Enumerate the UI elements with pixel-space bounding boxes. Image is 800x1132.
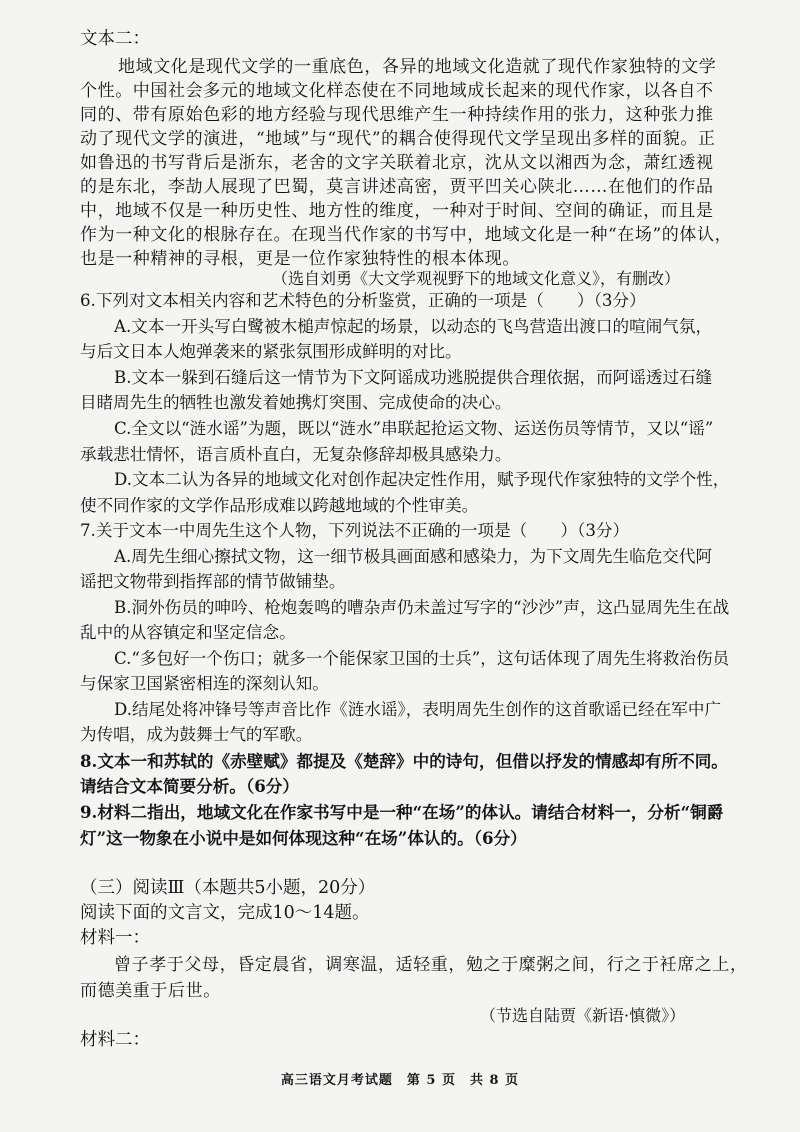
option-a: A.文本一开头写白鹭被木槌声惊起的场景，以动态的飞鸟营造出渡口的喧闹气氛， bbox=[114, 317, 713, 336]
text2-line: 作为一种文化的根脉存在。在现当代作家的书写中，地域文化是一种“在场”的体认， bbox=[80, 225, 733, 245]
option-a-cont: 与后文日本人炮弹袭来的紧张氛围形成鲜明的对比。 bbox=[80, 342, 462, 361]
text2-line: 动了现代文学的演进，“地域”与“现代”的耦合使得现代文学呈现出多样的面貌。正 bbox=[80, 129, 716, 149]
text2-heading: 文本二： bbox=[80, 29, 150, 49]
option-b-cont: 乱中的从容镇定和坚定信念。 bbox=[80, 623, 296, 642]
material-2-label: 材料二： bbox=[80, 1030, 150, 1050]
question-stem: 7.关于文本一中周先生这个人物，下列说法不正确的一项是（ ）（3分） bbox=[80, 521, 630, 540]
option-c: C.“多包好一个伤口；就多一个能保家卫国的士兵”，这句话体现了周先生将救治伤员 bbox=[114, 649, 730, 668]
option-b: B.文本一躲到石缝后这一情节为下文阿谣成功逃脱提供合理依据，而阿谣透过石缝 bbox=[114, 368, 713, 387]
option-d-cont: 使不同作家的文学作品形成难以跨越地域的个性审美。 bbox=[80, 496, 479, 515]
material-1-label: 材料一： bbox=[80, 928, 150, 948]
option-c-cont: 与保家卫国紧密相连的深刻认知。 bbox=[80, 674, 329, 693]
text2-attribution: （选自刘勇《大文学观视野下的地域文化意义》，有删改） bbox=[272, 269, 681, 288]
option-d: D.文本二认为各异的地域文化对创作起决定性作用，赋予现代作家独特的文学个性， bbox=[114, 470, 730, 489]
text2-line: 同的、带有原始色彩的地方经验与现代思维产生一种持续作用的张力，这种张力推 bbox=[80, 105, 714, 125]
text2-line: 如鲁迅的书写背后是浙东，老舍的文字关联着北京，沈从文以湘西为念，萧红透视 bbox=[80, 153, 714, 173]
text2-line: 的是东北，李劼人展现了巴蜀，莫言讲述高密，贾平凹关心陕北……在他们的作品 bbox=[80, 177, 714, 197]
text2-line: 个性。中国社会多元的地域文化样态使在不同地域成长起来的现代作家，以各自不 bbox=[80, 81, 714, 101]
page-footer: 高三语文月考试题 第 5 页 共 8 页 bbox=[280, 1073, 520, 1088]
question-stem-cont: 灯”这一物象在小说中是如何体现这种“在场”体认的。（6分） bbox=[80, 828, 527, 848]
option-c: C.全文以“涟水谣”为题，既以“涟水”串联起抢运文物、运送伤员等情节，又以“谣” bbox=[114, 419, 714, 438]
text2-line: 地域文化是现代文学的一重底色，各异的地域文化造就了现代作家独特的文学 bbox=[118, 57, 717, 77]
text2-line: 也是一种精神的寻根，更是一位作家独特性的根本体现。 bbox=[80, 249, 520, 269]
material-1-source: （节选自陆贾《新语·慎微》） bbox=[480, 1006, 686, 1025]
text2-line: 中，地域不仅是一种历史性、地方性的维度，一种对于时间、空间的确证，而且是 bbox=[80, 201, 714, 221]
section-instruction: 阅读下面的文言文，完成10～14题。 bbox=[80, 903, 370, 923]
option-c-cont: 承载悲壮情怀，语言质朴直白，无复杂修辞却极具感染力。 bbox=[80, 445, 512, 464]
question-stem-cont: 请结合文本简要分析。（6分） bbox=[80, 776, 299, 796]
section-title: （三）阅读Ⅲ（本题共5小题，20分） bbox=[80, 878, 376, 898]
option-a: A.周先生细心擦拭文物，这一细节极具画面感和感染力，为下文周先生临危交代阿 bbox=[114, 547, 713, 566]
option-d: D.结尾处将冲锋号等声音比作《涟水谣》，表明周先生创作的这首歌谣已经在军中广 bbox=[114, 700, 722, 719]
option-b-cont: 目睹周先生的牺牲也激发着她携灯突围、完成使命的决心。 bbox=[80, 393, 512, 412]
option-b: B.洞外伤员的呻吟、枪炮轰鸣的嘈杂声仍未盖过写字的“沙沙”声，这凸显周先生在战 bbox=[114, 598, 730, 617]
question-stem: 9.材料二指出，地域文化在作家书写中是一种“在场”的体认。请结合材料一，分析“铜爵 bbox=[80, 802, 724, 822]
material-1-line: 曾子孝于父母，昏定晨省，调寒温，适轻重，勉之于糜粥之间，行之于衽席之上， bbox=[114, 955, 748, 975]
option-d-cont: 为传唱，成为鼓舞士气的军歌。 bbox=[80, 725, 313, 744]
question-stem: 6.下列对文本相关内容和艺术特色的分析鉴赏，正确的一项是（ ）（3分） bbox=[80, 291, 646, 310]
material-1-line: 而德美重于后世。 bbox=[80, 981, 221, 1001]
option-a-cont: 谣把文物带到指挥部的情节做铺垫。 bbox=[80, 572, 346, 591]
question-stem: 8.文本一和苏轼的《赤壁赋》都提及《楚辞》中的诗句，但借以抒发的情感却有所不同。 bbox=[80, 751, 728, 771]
